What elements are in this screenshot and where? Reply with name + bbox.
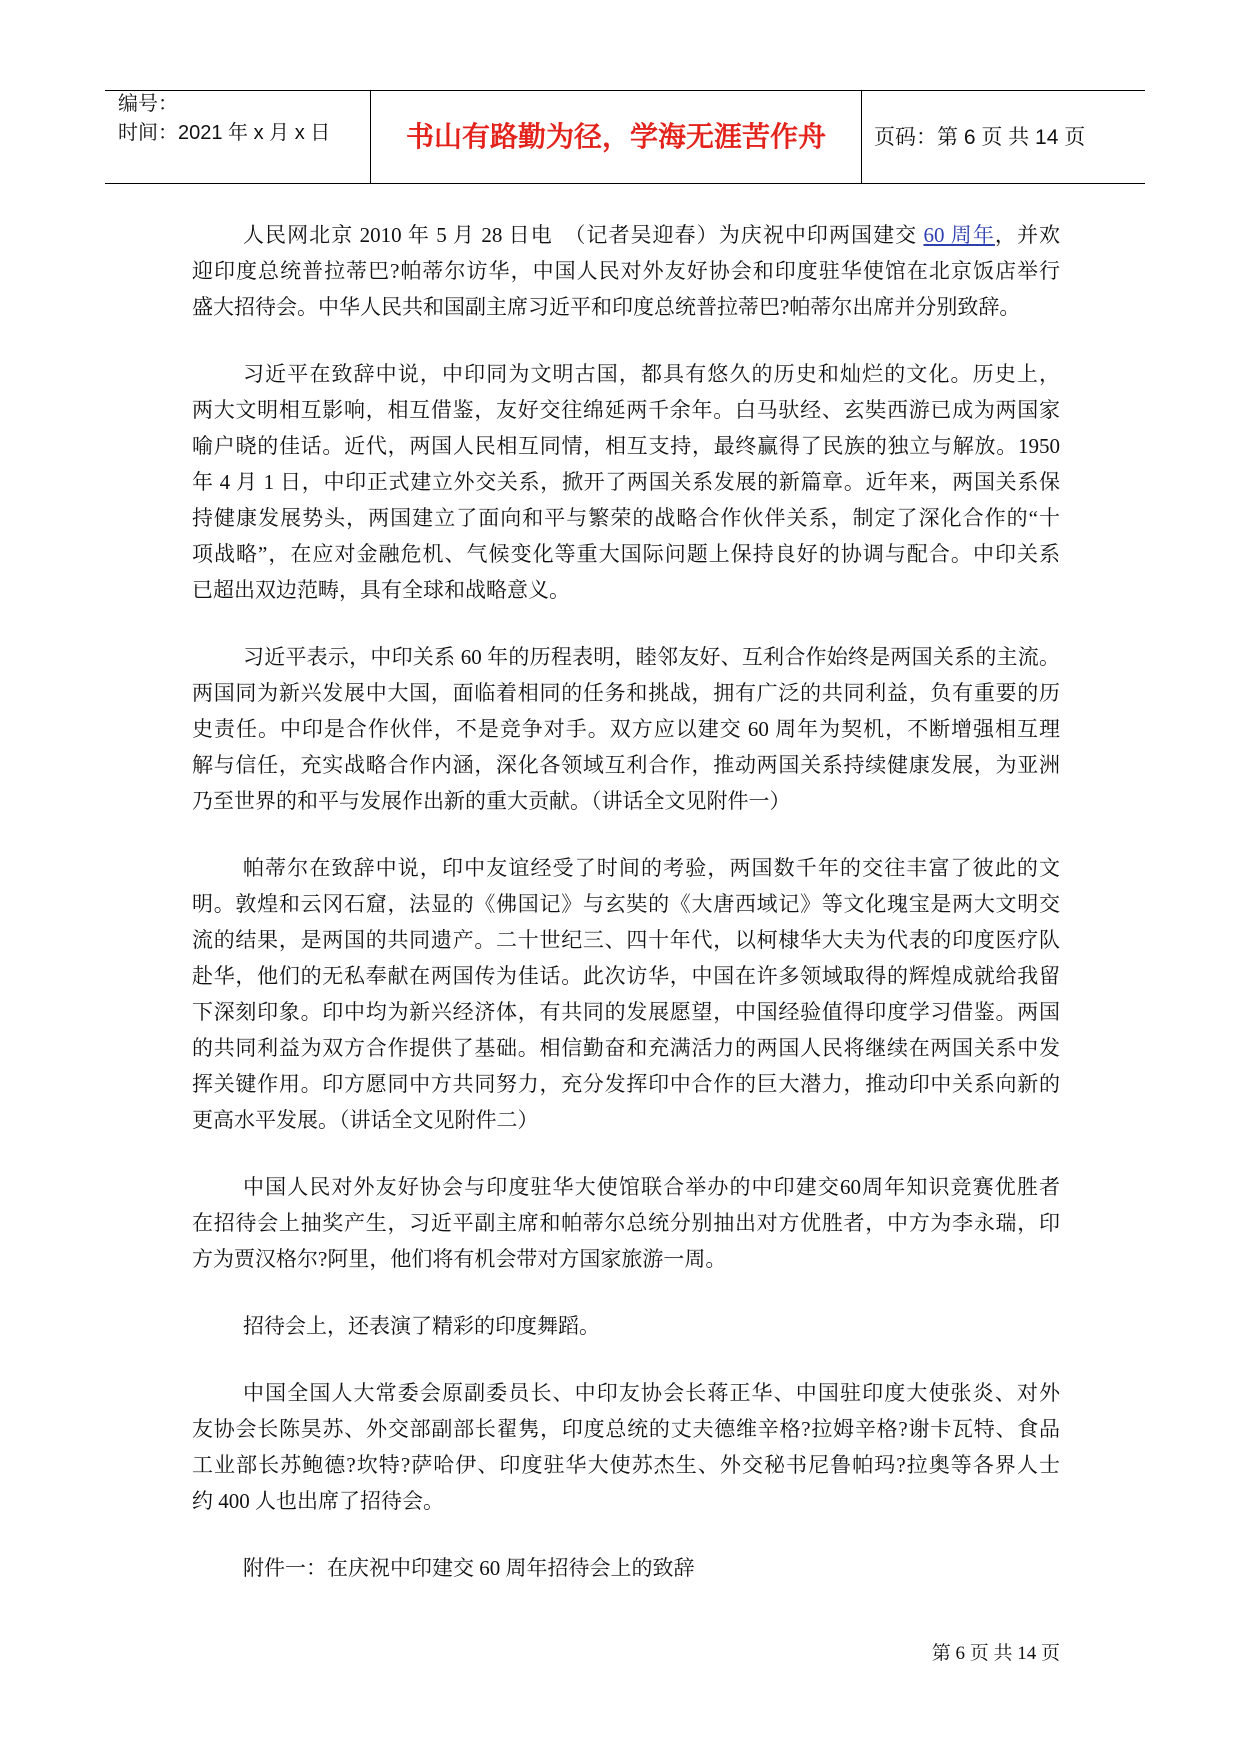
header-page-indicator: 页码：第 6 页 共 14 页 bbox=[874, 126, 1086, 149]
paragraph-line: 史责任。中印是合作伙伴，不是竞争对手。双方应以建交 60 周年为契机，不断增强相互理 bbox=[192, 717, 1060, 741]
paragraph-line: 在招待会上抽奖产生，习近平副主席和帕蒂尔总统分别抽出对方优胜者，中方为李永瑞，印 bbox=[192, 1211, 1060, 1235]
paragraph bbox=[192, 1550, 1060, 1586]
paragraph-line: 方为贾汉格尔?阿里，他们将有机会带对方国家旅游一周。 bbox=[192, 1247, 727, 1271]
paragraph-line: 招待会上，还表演了精彩的印度舞蹈。 bbox=[243, 1314, 600, 1338]
paragraph-line: 的共同利益为双方合作提供了基础。相信勤奋和充满活力的两国人民将继续在两国关系中发 bbox=[192, 1036, 1060, 1060]
paragraph-line: 更高水平发展。（讲话全文见附件二） bbox=[192, 1108, 539, 1132]
paragraph-line-text: ，并欢 bbox=[994, 223, 1061, 247]
paragraph-line: 习近平表示，中印关系 60 年的历程表明，睦邻友好、互利合作始终是两国关系的主流。 bbox=[243, 645, 1060, 669]
document-number-label: 编号： bbox=[118, 93, 178, 115]
paragraph-line: 明。敦煌和云冈石窟，法显的《佛国记》与玄奘的《大唐西域记》等文化瑰宝是两大文明交 bbox=[192, 892, 1060, 916]
header-bottom-rule bbox=[105, 183, 1145, 184]
paragraph-line: 帕蒂尔在致辞中说，印中友谊经受了时间的考验，两国数千年的交往丰富了彼此的文 bbox=[243, 856, 1060, 880]
article-body bbox=[192, 217, 1060, 1617]
paragraph bbox=[192, 1375, 1060, 1519]
paragraph-line: 持健康发展势头，两国建立了面向和平与繁荣的战略合作伙伴关系，制定了深化合作的“十 bbox=[192, 506, 1060, 530]
document-date: 时间：2021 年 x 月 x 日 bbox=[118, 122, 331, 144]
paragraph bbox=[192, 217, 1060, 325]
paragraph-line-text: 人民网北京 2010 年 5 月 28 日电 （记者吴迎春）为庆祝中印两国建交 bbox=[243, 223, 924, 247]
paragraph-line: 中国人民对外友好协会与印度驻华大使馆联合举办的中印建交60周年知识竞赛优胜者 bbox=[243, 1175, 1060, 1199]
paragraph-line: 盛大招待会。中华人民共和国副主席习近平和印度总统普拉蒂巴?帕蒂尔出席并分别致辞。 bbox=[192, 295, 1021, 319]
header-cell-divider bbox=[861, 90, 862, 184]
paragraph-line: 赴华，他们的无私奉献在两国传为佳话。此次访华，中国在许多领域取得的辉煌成就给我留 bbox=[192, 964, 1060, 988]
paragraph-line: 约 400 人也出席了招待会。 bbox=[192, 1489, 444, 1513]
paragraph bbox=[192, 356, 1060, 608]
anniversary-link[interactable]: 60 周年 bbox=[923, 223, 995, 247]
page-footer-number: 第 6 页 共 14 页 bbox=[931, 1643, 1060, 1664]
paragraph-line: 项战略”，在应对金融危机、气候变化等重大国际问题上保持良好的协调与配合。中印关系 bbox=[192, 542, 1060, 566]
paragraph-line: 流的结果，是两国的共同遗产。二十世纪三、四十年代，以柯棣华大夫为代表的印度医疗队 bbox=[192, 928, 1060, 952]
paragraph-line: 习近平在致辞中说，中印同为文明古国，都具有悠久的历史和灿烂的文化。历史上， bbox=[243, 362, 1060, 386]
header-top-rule bbox=[105, 90, 1145, 91]
paragraph bbox=[192, 850, 1060, 1138]
paragraph bbox=[192, 1169, 1060, 1277]
paragraph-line: 下深刻印象。印中均为新兴经济体，有共同的发展愿望，中国经验值得印度学习借鉴。两国 bbox=[192, 1000, 1060, 1024]
paragraph-line: 年 4 月 1 日，中印正式建立外交关系，掀开了两国关系发展的新篇章。近年来，两国关系保 bbox=[192, 470, 1060, 494]
paragraph-line: 中国全国人大常委会原副委员长、中印友协会长蒋正华、中国驻印度大使张炎、对外 bbox=[243, 1381, 1060, 1405]
paragraph-line: 工业部长苏鲍德?坎特?萨哈伊、印度驻华大使苏杰生、外交秘书尼鲁帕玛?拉奥等各界人士 bbox=[192, 1453, 1060, 1477]
paragraph-line: 附件一：在庆祝中印建交 60 周年招待会上的致辞 bbox=[243, 1556, 695, 1580]
paragraph-line: 两大文明相互影响，相互借鉴，友好交往绵延两千余年。白马驮经、玄奘西游已成为两国家 bbox=[192, 398, 1060, 422]
paragraph-line: 已超出双边范畴，具有全球和战略意义。 bbox=[192, 578, 570, 602]
paragraph-line: 喻户晓的佳话。近代，两国人民相互同情，相互支持，最终赢得了民族的独立与解放。1950 bbox=[192, 434, 1060, 458]
paragraph bbox=[192, 1308, 1060, 1344]
paragraph-line bbox=[192, 217, 1060, 253]
paragraph bbox=[192, 639, 1060, 819]
paragraph-line: 迎印度总统普拉蒂巴?帕蒂尔访华，中国人民对外友好协会和印度驻华使馆在北京饭店举行 bbox=[192, 259, 1060, 283]
paragraph-line: 挥关键作用。印方愿同中方共同努力，充分发挥印中合作的巨大潜力，推动印中关系向新的 bbox=[192, 1072, 1060, 1096]
paragraph-line: 友协会长陈昊苏、外交部副部长翟隽，印度总统的丈夫德维辛格?拉姆辛格?谢卡瓦特、食品 bbox=[192, 1417, 1060, 1441]
paragraph-line: 解与信任，充实战略合作内涵，深化各领域互利合作，推动两国关系持续健康发展，为亚洲 bbox=[192, 753, 1060, 777]
header-motto: 书山有路勤为径，学海无涯苦作舟 bbox=[405, 122, 826, 153]
paragraph-line: 两国同为新兴发展中大国，面临着相同的任务和挑战，拥有广泛的共同利益，负有重要的历 bbox=[192, 681, 1060, 705]
paragraph-line: 乃至世界的和平与发展作出新的重大贡献。（讲话全文见附件一） bbox=[192, 789, 791, 813]
